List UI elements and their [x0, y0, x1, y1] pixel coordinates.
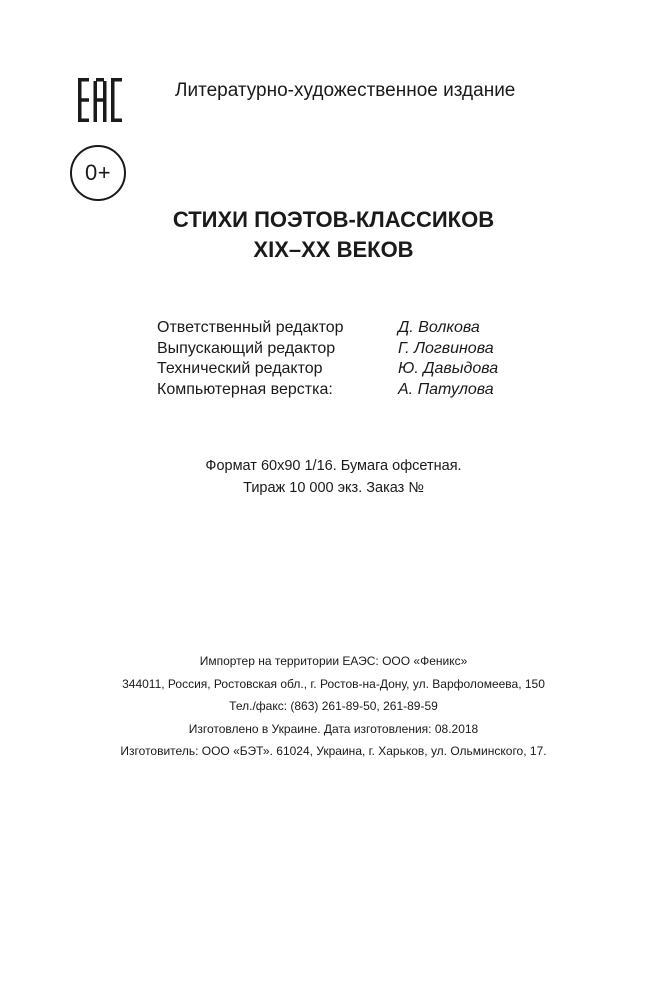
credit-role: Технический редактор [157, 360, 323, 377]
imprint-block [0, 650, 667, 763]
book-title-line-2: XIX–XX ВЕКОВ [253, 237, 414, 262]
imprint-address: 344011, Россия, Ростовская обл., г. Ростов-на-Дону, ул. Варфоломеева, 150 [122, 676, 545, 691]
credit-row [157, 380, 557, 401]
imprint-importer: Импортер на территории ЕАЭС: ООО «Феникс» [199, 654, 468, 668]
credit-name: Д. Волкова [398, 319, 480, 336]
edition-type: Литературно-художественное издание [175, 80, 516, 101]
book-title [0, 205, 667, 265]
credit-name: А. Патулова [398, 380, 494, 398]
credit-role: Выпускающий редактор [157, 339, 336, 357]
format-line-2: Тираж 10 000 экз. Заказ № [243, 480, 424, 496]
credits-list [157, 318, 557, 400]
imprint-manufacturer: Изготовитель: ООО «БЭТ». 61024, Украина, г. Харьков, ул. Ольминского, 17. [120, 744, 547, 758]
age-rating-text: 0+ [84, 160, 112, 185]
book-title-line-1: СТИХИ ПОЭТОВ-КЛАССИКОВ [172, 207, 495, 232]
credit-role: Ответственный редактор [157, 319, 344, 336]
credit-role: Компьютерная верстка: [157, 380, 333, 398]
credit-row [157, 359, 557, 380]
print-format-info [0, 455, 667, 499]
credit-name: Ю. Давыдова [398, 360, 499, 377]
eac-mark-icon [78, 78, 122, 122]
imprint-phone: Тел./факс: (863) 261-89-50, 261-89-59 [229, 699, 438, 713]
credit-name: Г. Логвинова [398, 339, 494, 357]
credit-row [157, 318, 557, 339]
credit-row [157, 339, 557, 360]
age-rating-badge [70, 145, 126, 201]
imprint-manufacture-date: Изготовлено в Украине. Дата изготовления: 08.2018 [188, 721, 479, 736]
format-line-1: Формат 60x90 1/16. Бумага офсетная. [205, 458, 462, 474]
